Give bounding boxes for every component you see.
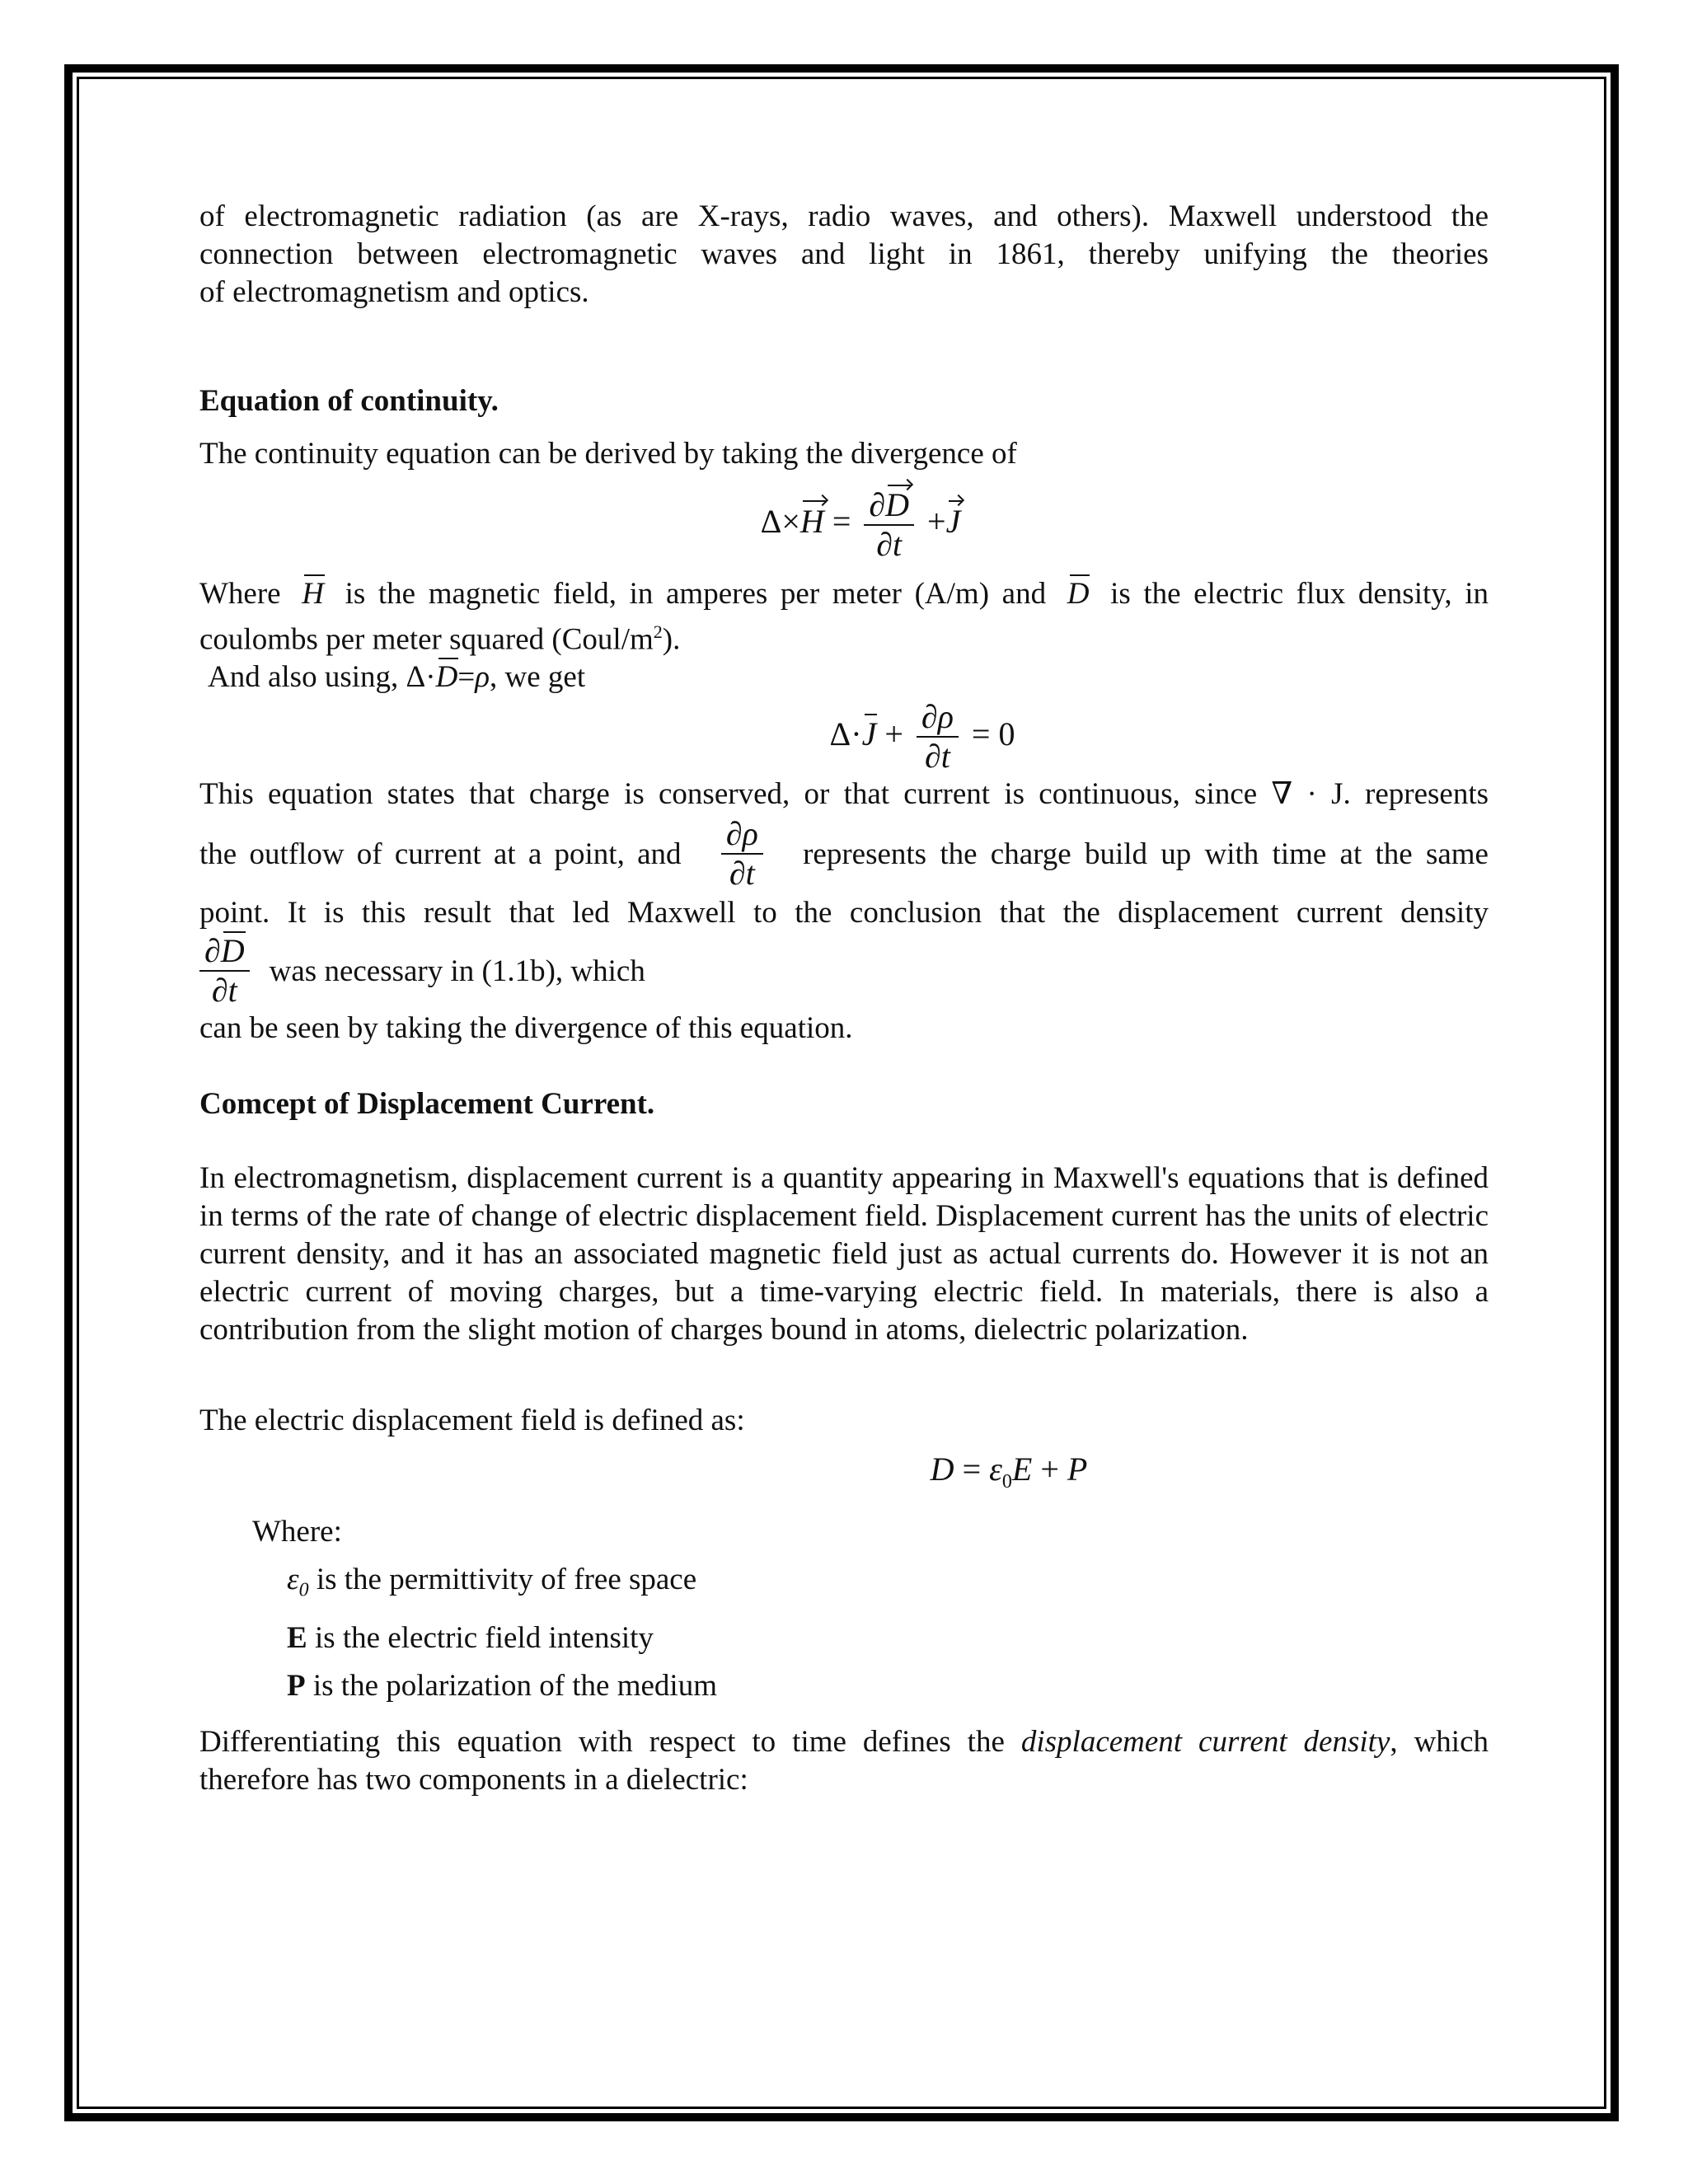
list-symbol-epsilon: ε xyxy=(287,1563,299,1597)
units-superscript: 2 xyxy=(653,621,663,642)
list-text-epsilon: is the permittivity of free space xyxy=(316,1563,697,1597)
eq2-rho: ρ xyxy=(937,698,954,736)
gauss-rho: ρ xyxy=(475,660,490,695)
where-line xyxy=(199,575,1489,613)
list-item-e xyxy=(287,1615,1489,1662)
continuity-lead: The continuity equation can be derived by taking the divergence of xyxy=(199,437,1017,471)
states-line: This equation states that charge is conserved, or that current is continuous, since ∇ · J. represents xyxy=(199,777,1489,812)
necessary-text: was necessary in (1.1b), which xyxy=(269,954,645,988)
disp-t: t xyxy=(227,972,237,1010)
eq2-t: t xyxy=(940,738,950,776)
outflow-rho: ρ xyxy=(742,815,758,853)
where-text-a: Where xyxy=(199,577,281,611)
eq1-delta: Δ xyxy=(760,503,782,541)
eq2-equals: = xyxy=(971,715,991,752)
gauss-dot: · xyxy=(425,660,436,695)
continuity-heading: Equation of continuity. xyxy=(199,384,499,418)
eq3-epsilon: ε xyxy=(989,1451,1002,1488)
gauss-equals: = xyxy=(457,660,476,695)
gauss-d: D xyxy=(436,658,458,696)
list-item-epsilon xyxy=(287,1556,1489,1614)
list-item-p xyxy=(287,1662,1489,1710)
intro-line-1: of electromagnetic radiation (as are X-rays, radio waves, and others). Maxwell understood the xyxy=(199,199,1489,233)
outflow-t: t xyxy=(745,855,755,893)
eq1-times: × xyxy=(781,503,800,541)
eq2-fraction xyxy=(917,698,959,776)
list-symbol-e: E xyxy=(287,1620,307,1655)
outflow-text-a: the outflow of current at a point, and xyxy=(199,837,682,871)
units-line xyxy=(199,613,1489,658)
eq1-plus: + xyxy=(927,503,946,541)
eq1-partial-top: ∂ xyxy=(869,486,886,523)
eq3-e: E xyxy=(1011,1451,1033,1488)
necessary-line xyxy=(199,932,1489,1010)
eq1-fraction xyxy=(864,486,914,564)
also-text-b: , we get xyxy=(490,660,586,695)
eq2-partial-top: ∂ xyxy=(921,698,938,736)
equation-curl-h xyxy=(199,486,1489,564)
eq3-equals: = xyxy=(962,1451,982,1488)
disp-d: D xyxy=(220,932,245,970)
outflow-fraction xyxy=(721,815,763,893)
list-symbol-epsilon-sub: 0 xyxy=(298,1579,309,1601)
eq2-zero: 0 xyxy=(998,715,1015,752)
eq2-j: J xyxy=(861,715,877,752)
eq1-d-vector: D xyxy=(885,486,910,523)
intro-line-2: connection between electromagnetic waves and light in 1861, thereby unifying the theories xyxy=(199,237,1489,271)
intro-line-3: of electromagnetism and optics. xyxy=(199,275,589,309)
outflow-text-b: represents the charge build up with time at the same xyxy=(803,837,1489,871)
eq2-delta: Δ xyxy=(829,715,851,752)
eq1-j-vector: J xyxy=(945,503,961,541)
where-d-symbol: D xyxy=(1067,575,1090,613)
equation-continuity xyxy=(199,698,1489,776)
diff-text-b: , which xyxy=(1390,1724,1489,1759)
units-text-a: coulombs per meter squared (Coul/m xyxy=(199,622,654,657)
list-text-e: is the electric field intensity xyxy=(314,1620,654,1655)
outflow-partial-bottom: ∂ xyxy=(729,855,746,893)
eq1-t: t xyxy=(893,526,903,563)
eq3-p: P xyxy=(1067,1451,1088,1488)
eq3-d: D xyxy=(930,1451,954,1488)
outflow-partial-top: ∂ xyxy=(725,815,743,853)
eq2-plus: + xyxy=(884,715,903,752)
defined-line: The electric displacement field is defined as: xyxy=(199,1404,745,1438)
disp-partial-bottom: ∂ xyxy=(211,972,228,1010)
disp-partial-top: ∂ xyxy=(204,932,221,970)
gauss-delta: Δ xyxy=(406,660,426,695)
displacement-fraction xyxy=(199,932,250,1010)
where-text-c: is the electric flux density, in xyxy=(1110,577,1489,611)
eq3-epsilon-sub: 0 xyxy=(1001,1471,1012,1493)
eq3-plus: + xyxy=(1040,1451,1059,1488)
where-h-symbol: H xyxy=(302,575,324,613)
two-components-line: therefore has two components in a dielectric: xyxy=(199,1762,748,1797)
eq1-partial-bottom: ∂ xyxy=(876,526,893,563)
outflow-line xyxy=(199,815,1489,893)
differentiating-line xyxy=(199,1723,1489,1761)
equation-displacement-field xyxy=(199,1450,1489,1493)
gauss-law-inline xyxy=(406,660,490,694)
eq2-dot: · xyxy=(851,715,862,752)
eq1-equals: = xyxy=(832,503,851,541)
also-using-line xyxy=(199,658,1489,696)
eq1-h-vector: H xyxy=(799,503,824,541)
diff-emphasis: displacement current density xyxy=(1020,1724,1390,1759)
definition-list xyxy=(199,1556,1489,1709)
eq2-partial-bottom: ∂ xyxy=(924,738,941,776)
units-text-b: ). xyxy=(662,622,681,657)
page-content xyxy=(199,198,1489,1799)
displacement-paragraph: In electromagnetism, displacement current is a quantity appearing in Maxwell's equations that is defined in terms of the rate of change of electric displacement field. Displacement current has the units of electric current density, and it has an associated magnetic field just as actual currents do. However it is not an electric current of moving charges, but a time-varying electric field. In materials, there is also a contribution from the slight motion of charges bound in atoms, dielectric polarization. xyxy=(199,1161,1489,1347)
where-text-b: is the magnetic field, in amperes per meter (A/m) and xyxy=(345,577,1047,611)
also-text-a: And also using, xyxy=(208,660,399,695)
diff-text-a: Differentiating this equation with respect to time defines the xyxy=(199,1724,1005,1759)
seen-line: can be seen by taking the divergence of this equation. xyxy=(199,1011,853,1046)
list-text-p: is the polarization of the medium xyxy=(312,1668,717,1703)
point-line: point. It is this result that led Maxwell to the conclusion that the displacement current density xyxy=(199,896,1489,930)
list-symbol-p: P xyxy=(287,1668,306,1703)
where-label: Where: xyxy=(252,1515,342,1549)
displacement-heading: Comcept of Displacement Current. xyxy=(199,1087,655,1122)
